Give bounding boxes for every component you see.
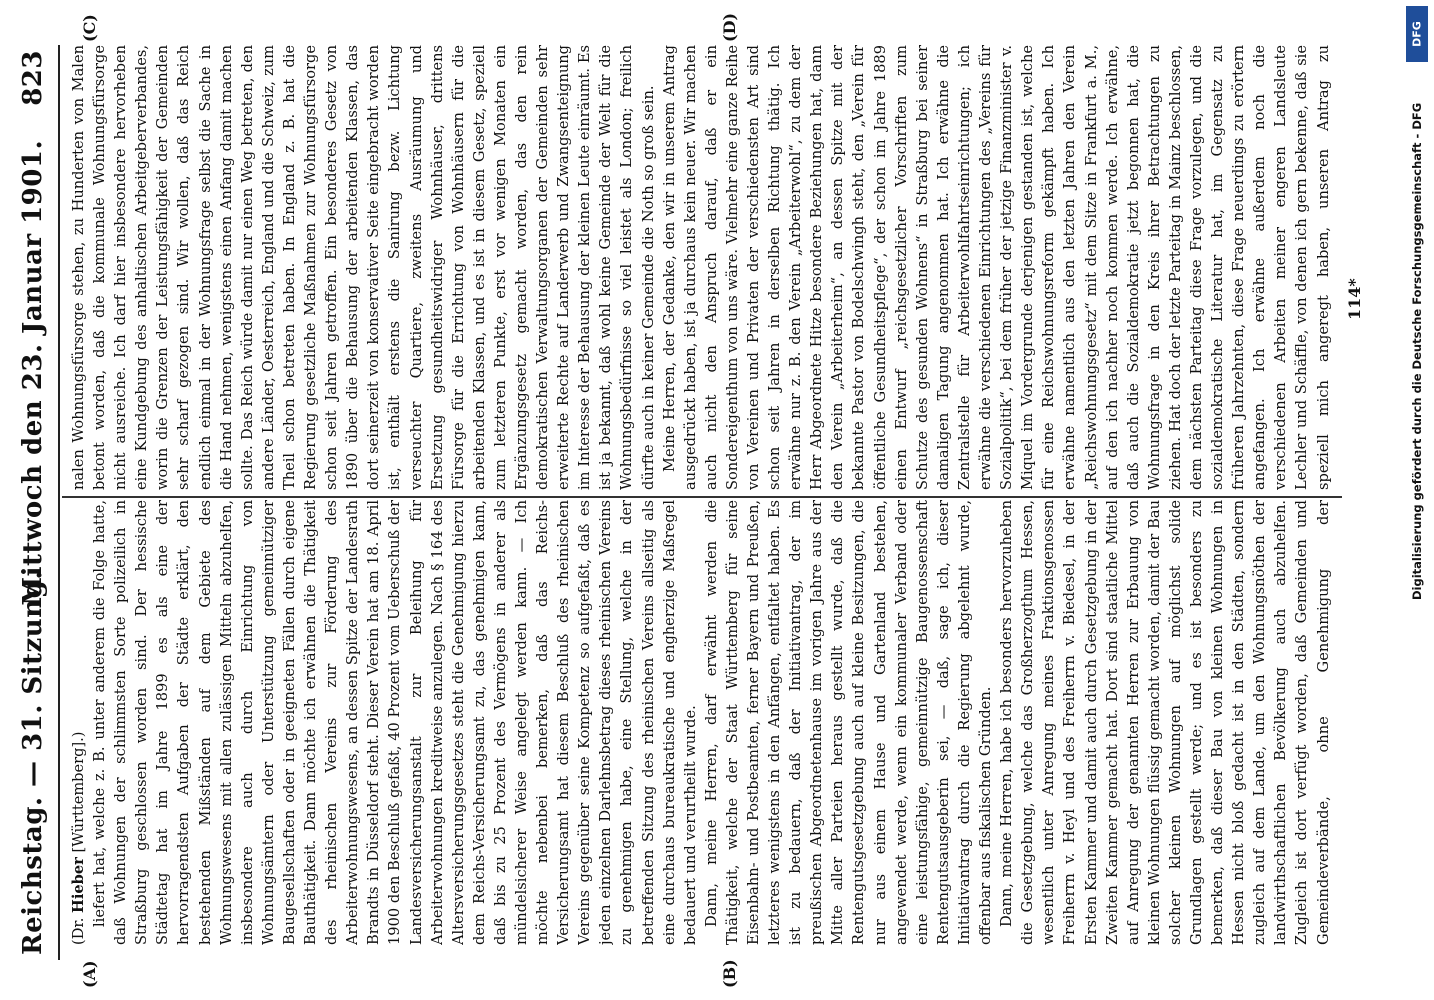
right-column (68, 45, 1333, 490)
paragraph: Meine Herren, der Gedanke, den wir in unserem Antrag ausgedrückt haben, ist ja durchaus kein neuer. Wir machen auch nicht den Anspruch darauf, daß er ein Sondereigenthum von uns wäre. Vielmehr eine ganze Reihe von Vereinen und Privaten der verschiedensten Art sind schon seit Jahren in derselben Richtung thätig. Ich erwähne nur z. B. den Verein „Arbeiterwohl“, zu dem der Herr Abgeordnete Hitze besondere Beziehungen hat, dann den Verein „Arbeiterheim“, an dessen Spitze mit der bekannte Pastor von Bodelschwingh steht, den „Verein für öffentliche Gesundheitspflege“, der schon im Jahre 1889 einen Entwurf „reichsgesetzlicher Vorschriften zum Schutze des gesunden Wohnens“ in Straßburg bei seiner damaligen Tagung angenommen hat. Ich erwähne die Zentralstelle für Arbeiterwohlfahrtseinrichtungen; ich erwähne die verschiedenen Einrichtungen des „Vereins für Sozialpolitik“, bei dem früher der jetzige Finanzminister v. Miquel im Vordergrunde derjenigen gestanden ist, welche für eine Reichswohnungsreform gekämpft haben. Ich erwähne namentlich aus den letzten Jahren den Verein „Reichswohnungsgesetz“ mit dem Sitze in Frankfurt a. M., auf den ich nachher noch kommen werde. Ich erwähne, daß auch die Sozialdemokratie jetzt begonnen hat, die Wohnungsfrage in den Kreis ihrer Betrachtungen zu ziehen. Hat doch der letzte Parteitag in Mainz beschlossen, dem nächsten Parteitag diese Frage vorzulegen, und die sozialdemokratische Literatur hat, im Gegensatz zu früheren Jahrzehnten, diese Frage neuerdings zu erörtern angefangen. Ich erwähne außerdem noch die verschiedenen Arbeiten meiner engeren Landsleute Lechler und Schäffle, von denen ich gern bekenne, daß sie speziell mich angeregt haben, unseren Antrag zu (660, 45, 1332, 490)
dfg-logo (1406, 6, 1428, 62)
margin-marker-a: (A) (80, 960, 99, 988)
header-rule (58, 45, 60, 960)
left-column (68, 500, 1333, 945)
page-number: 823 (18, 50, 48, 106)
speaker-prefix: (Dr. (70, 917, 87, 945)
dfg-logo-text: DFG (1410, 21, 1424, 47)
digitization-sidebar (1400, 0, 1434, 1000)
header-left: Reichstag. — 31. Sitzung. (18, 570, 48, 955)
speaker-name: Hieber (70, 857, 87, 913)
paragraph: Dann, meine Herren, habe ich besonders hervorzuheben die Gesetzgebung, welche das Großherzogthum Hessen, wesentlich unter Anregung meines Fraktionsgenossen Freiherrn v. Heyl und des Freiherrn v. Biedesel, in der Ersten Kammer und damit auch durch Gesetzgebung in der Zweiten Kammer gemacht hat. Dort sind staatliche Mittel auf Anregung der genannten Herren zur Erbauung von kleinen Wohnungen flüssig gemacht worden, damit der Bau solcher kleinen Wohnungen auf möglichst solide Grundlagen gestellt werde; und es ist besonders zu bemerken, daß dieser Bau von kleinen Wohnungen in Hessen nicht bloß gedacht ist in den Städten, sondern zugleich auf dem Lande, um den Wohnungsnöthen der landwirthschaftlichen Bevölkerung auch abzuhelfen. Zugleich ist dort verfügt worden, daß Gemeinden und Gemeindeverbände, ohne Genehmigung der (998, 500, 1332, 945)
signature-mark: 114* (1345, 278, 1364, 320)
running-header (18, 50, 58, 955)
margin-marker-c: (C) (80, 14, 99, 42)
paragraph: Dann, meine Herren, darf erwähnt werden die Thätigkeit, welche der Staat Württemberg für seine Eisenbahn- und Postbeamten, ferner Bayern und Preußen, letzteres wenigstens in den Anfängen, entfaltet haben. Es ist zu bedauern, daß der Initiativantrag, der im preußischen Abgeordnetenhause im vorigen Jahre aus der Mitte aller Parteien heraus gestellt wurde, daß die Rentengutsgesetzgebung auch auf kleine Besitzungen, die nur aus einem Hause und Gartenland bestehen, angewendet werde, wenn ein kommunaler Verband oder eine leistungsfähige, gemeinnützige Baugenossenschaft Rentengutsausgeberin sei, — daß, sage ich, dieser Initiativantrag durch die Regierung abgelehnt wurde, offenbar aus fiskalischen Gründen. (702, 500, 995, 945)
header-date: Mittwoch den 23. Januar 1901. (18, 140, 48, 606)
speaker-line (68, 500, 89, 945)
margin-marker-d: (D) (720, 12, 739, 42)
margin-marker-b: (B) (720, 959, 739, 988)
column-rule (62, 497, 1342, 499)
paragraph: nalen Wohnungsfürsorge stehen, zu Hunderten von Malen betont worden, daß die kommunale Wohnungsfürsorge nicht ausreiche. Ich darf hier insbesondere hervorheben eine Kundgebung des anhaltischen Arbeitgeberverbandes, worin die Grenzen der Leistungsfähigkeit der Gemeinden sehr scharf gezogen sind. Wir wollen, daß das Reich endlich einmal in der Wohnungsfrage selbst die Sache in die Hand nehmen, wenigstens einen Anfang damit machen sollte. Das Reich würde damit nur einen Weg betreten, den andere Länder, Oesterreich, England und die Schweiz, zum Theil schon betreten haben. In England z. B. hat die Regierung gesetzliche Maßnahmen zur Wohnungsfürsorge schon seit Jahren getroffen. Ein besonderes Gesetz von 1890 über die Behausung der arbeitenden Klassen, das dort seinerzeit von konservativer Seite eingebracht worden ist, enthält erstens die Sanirung bezw. Lichtung verseuchter Quartiere, zweitens Ausräumung und Ersetzung gesundheitswidriger Wohnhäuser, drittens Fürsorge für die Errichtung von Wohnhäusern für die arbeitenden Klassen, und es ist in diesem Gesetz, speziell zum letzteren Punkte, erst vor wenigen Monaten ein Ergänzungsgesetz gemacht worden, das den rein demokratischen Verwaltungsorganen der Gemeinden sehr erweiterte Rechte auf Landerwerb und Zwangsenteignung im Interesse der Behausung der kleinen Leute einräumt. Es ist ja bekannt, daß wohl keine Gemeinde der Welt für die Wohnungsbedürfnisse so viel leistet als London; freilich dürfte auch in keiner Gemeinde die Noth so groß sein. (70, 45, 657, 490)
funding-notice: Digitalisierung gefördert durch die Deutsche Forschungsgemeinschaft - DFG (1410, 102, 1424, 600)
speaker-suffix: [Württemberg].) (70, 731, 87, 853)
paragraph: liefert hat, welche z. B. unter anderem die Folge hatte, daß Wohnungen der schlimmsten Sorte polizeilich in Straßburg geschlossen worden sind. Der hessische Städtetag hat im Jahre 1899 es als eine der hervorragendsten Aufgaben der Städte erklärt, den bestehenden Mißständen auf dem Gebiete des Wohnungswesens mit allen zulässigen Mitteln abzuhelfen, insbesondere auch durch Einrichtung von Wohnungsämtern oder Unterstützung gemeinnütziger Baugesellschaften oder in geeigneten Fällen durch eigene Bauthätigkeit. Dann möchte ich erwähnen die Thätigkeit des rheinischen Vereins zur Förderung des Arbeiterwohnungswesens, an dessen Spitze der Landesrath Brandts in Düsseldorf steht. Dieser Verein hat am 18. April 1900 den Beschluß gefaßt, 40 Prozent vom Ueberschuß der Landesversicherungsanstalt zur Beleihung für Arbeiterwohnungen kreditweise anzulegen. Nach § 164 des Altersversicherungsgesetzes steht die Genehmigung hierzu dem Reichs-Versicherungsamt zu, das genehmigen kann, daß bis zu 25 Prozent des Vermögens in anderer als mündelsicherer Weise angelegt werden kann. — Ich möchte nebenbei bemerken, daß das Reichs-Versicherungsamt hat diesem Beschluß des rheinischen Vereins gegenüber seine Kompetenz so aufgefaßt, daß es jeden einzelnen Darlehnsbetrag dieses rheinischen Vereins zu genehmigen habe, eine Stellung, welche in der betreffenden Sitzung des rheinischen Vereins allseitig als eine durchaus bureaukratische und engherzige Maßregel bedauert und verurtheilt wurde. (91, 500, 699, 945)
